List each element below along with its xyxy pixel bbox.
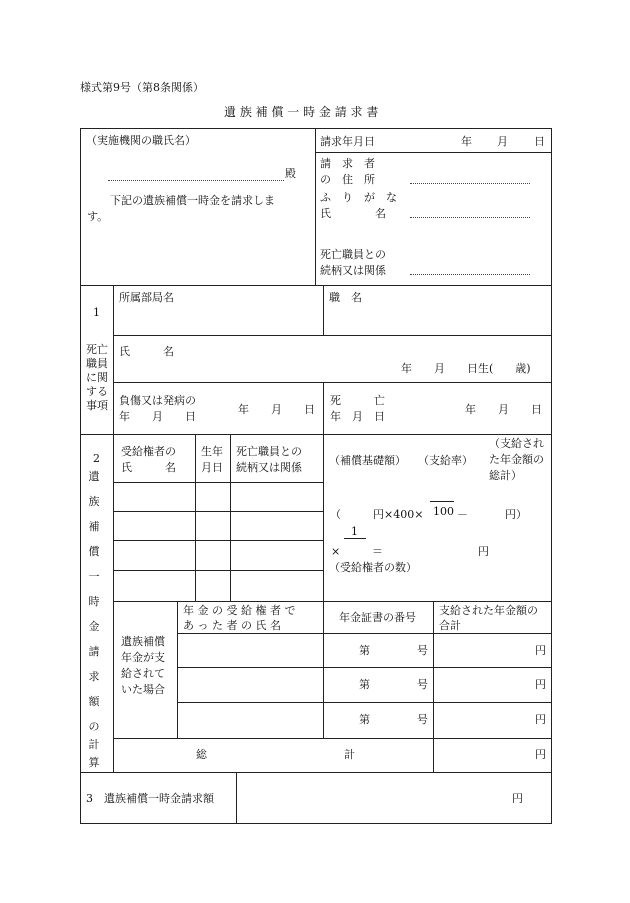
relation-col-b: 続柄又は関係	[236, 461, 302, 474]
cert-row2-dai: 第	[359, 678, 370, 691]
formula-times-400: 円×400×	[373, 508, 424, 521]
form-number: 様式第9号（第8条関係）	[80, 81, 204, 94]
pension-label-b: 年金が支	[121, 651, 165, 664]
cert-row1-dai: 第	[359, 644, 370, 657]
formula-yen: 円	[478, 545, 489, 558]
relation-label-b: 続柄又は関係	[320, 264, 386, 277]
formula-equals: ＝	[372, 545, 383, 558]
cert-row2-go: 号	[417, 678, 428, 691]
injury-date-value: 年 月 日	[238, 403, 315, 416]
institution-label: （実施機関の職氏名）	[86, 134, 196, 147]
section2-label-1: 遺	[88, 470, 100, 483]
requester-name-field[interactable]	[410, 217, 530, 218]
claim-amount-label: 3 遺族補償一時金請求額	[86, 792, 214, 805]
section2-label-11: の	[88, 720, 100, 733]
section1-label-5: 事項	[86, 399, 108, 412]
formula-denominator-100: 100	[433, 505, 454, 518]
death-date-label-a: 死 亡	[330, 394, 385, 407]
section2-label-3: 補	[88, 520, 100, 533]
formula-yen-close: 円）	[505, 508, 527, 521]
birth-date-text: 年 月 日生( 歳)	[401, 362, 531, 375]
furigana-label: ふ り が な	[320, 191, 397, 204]
pensioner-name-header-a: 年 金 の 受 給 権 者 で	[183, 604, 296, 617]
request-text-line2: す。	[87, 210, 109, 223]
injury-date-label-b: 年 月 日	[119, 410, 196, 423]
cert-row3-go: 号	[417, 713, 428, 726]
section2-label-8: 請	[88, 645, 100, 658]
pension-label-a: 遺族補償	[121, 635, 165, 648]
grand-total-label-b: 計	[344, 748, 355, 761]
section2-label-2: 族	[88, 495, 100, 508]
claim-amount-yen: 円	[512, 792, 523, 805]
addressee-line[interactable]	[108, 180, 284, 181]
requester-address-field[interactable]	[410, 183, 530, 184]
base-amount-label: （補償基礎額）	[329, 454, 406, 467]
formula-numerator-1: 1	[351, 525, 358, 538]
death-date-value: 年 月 日	[465, 403, 542, 416]
section2-label-12: 計	[88, 738, 100, 751]
section2-number: 2	[93, 452, 100, 465]
formula-times: ×	[331, 545, 341, 558]
cert-row1-go: 号	[417, 644, 428, 657]
recipient-col-a: 受給権者の	[121, 445, 176, 458]
fraction-bar-one	[344, 538, 366, 539]
death-date-label-b: 年 月 日	[330, 410, 385, 423]
formula-minus: －	[457, 508, 468, 521]
pensioner-name-header-b: あ っ た 者 の 氏 名	[183, 619, 281, 632]
cert-row3-dai: 第	[359, 713, 370, 726]
recipient-count-label: （受給権者の数）	[329, 561, 417, 574]
section1-label-2: 職員	[86, 357, 108, 370]
injury-date-label-a: 負傷又は発病の	[119, 394, 196, 407]
section2-label-4: 償	[88, 545, 100, 558]
pension-label-d: いた場合	[121, 683, 165, 696]
paid-total-label-a: （支給され	[489, 437, 544, 450]
section2-label-13: 算	[88, 756, 100, 769]
section1-label-4: する	[86, 385, 108, 398]
section1-number: 1	[93, 306, 100, 319]
requester-name-label: 氏 名	[320, 207, 386, 220]
section2-label-7: 金	[88, 620, 100, 633]
requester-label-a: 請 求 者	[320, 157, 375, 170]
amount-row1-yen: 円	[535, 644, 546, 657]
deceased-name-label: 氏 名	[119, 345, 174, 358]
request-month: 月	[497, 135, 508, 148]
grand-total-label-a: 総	[196, 748, 207, 761]
dono-text: 殿	[285, 167, 296, 180]
request-text-line1: 下記の遺族補償一時金を請求しま	[110, 194, 275, 207]
request-day: 日	[534, 135, 545, 148]
grand-total-yen: 円	[535, 748, 546, 761]
birth-col-a: 生年	[201, 445, 223, 458]
section2-label-9: 求	[88, 670, 100, 683]
section1-label-1: 死亡	[86, 343, 108, 356]
certificate-number-header: 年金証書の番号	[339, 611, 416, 624]
pension-label-c: 給されて	[121, 667, 165, 680]
request-year: 年	[461, 135, 472, 148]
relation-label-a: 死亡職員との	[320, 248, 386, 261]
requester-label-b: の 住 所	[320, 173, 375, 186]
recipient-col-b: 氏 名	[121, 461, 176, 474]
paid-total-label-c: 総計）	[489, 469, 522, 482]
total-paid-header-a: 支給された年金額の	[439, 604, 538, 617]
total-paid-header-b: 合計	[439, 619, 461, 632]
relation-field[interactable]	[410, 274, 530, 275]
request-date-label: 請求年月日	[320, 135, 375, 148]
department-label: 所属部局名	[119, 291, 174, 304]
paid-total-label-b: た年金額の	[489, 453, 544, 466]
formula-open-paren: （	[330, 508, 341, 521]
section2-label-10: 額	[88, 695, 100, 708]
form-title: 遺 族 補 償 一 時 金 請 求 書	[224, 105, 379, 119]
rate-label: （支給率）	[418, 454, 473, 467]
post-label: 職 名	[329, 291, 362, 304]
amount-row2-yen: 円	[535, 678, 546, 691]
section1-label-3: に関	[86, 371, 108, 384]
section2-label-6: 時	[88, 595, 100, 608]
amount-row3-yen: 円	[535, 713, 546, 726]
section2-label-5: 一	[88, 570, 100, 583]
fraction-bar-100	[430, 501, 454, 502]
birth-col-b: 月日	[201, 461, 223, 474]
relation-col-a: 死亡職員との	[236, 445, 302, 458]
